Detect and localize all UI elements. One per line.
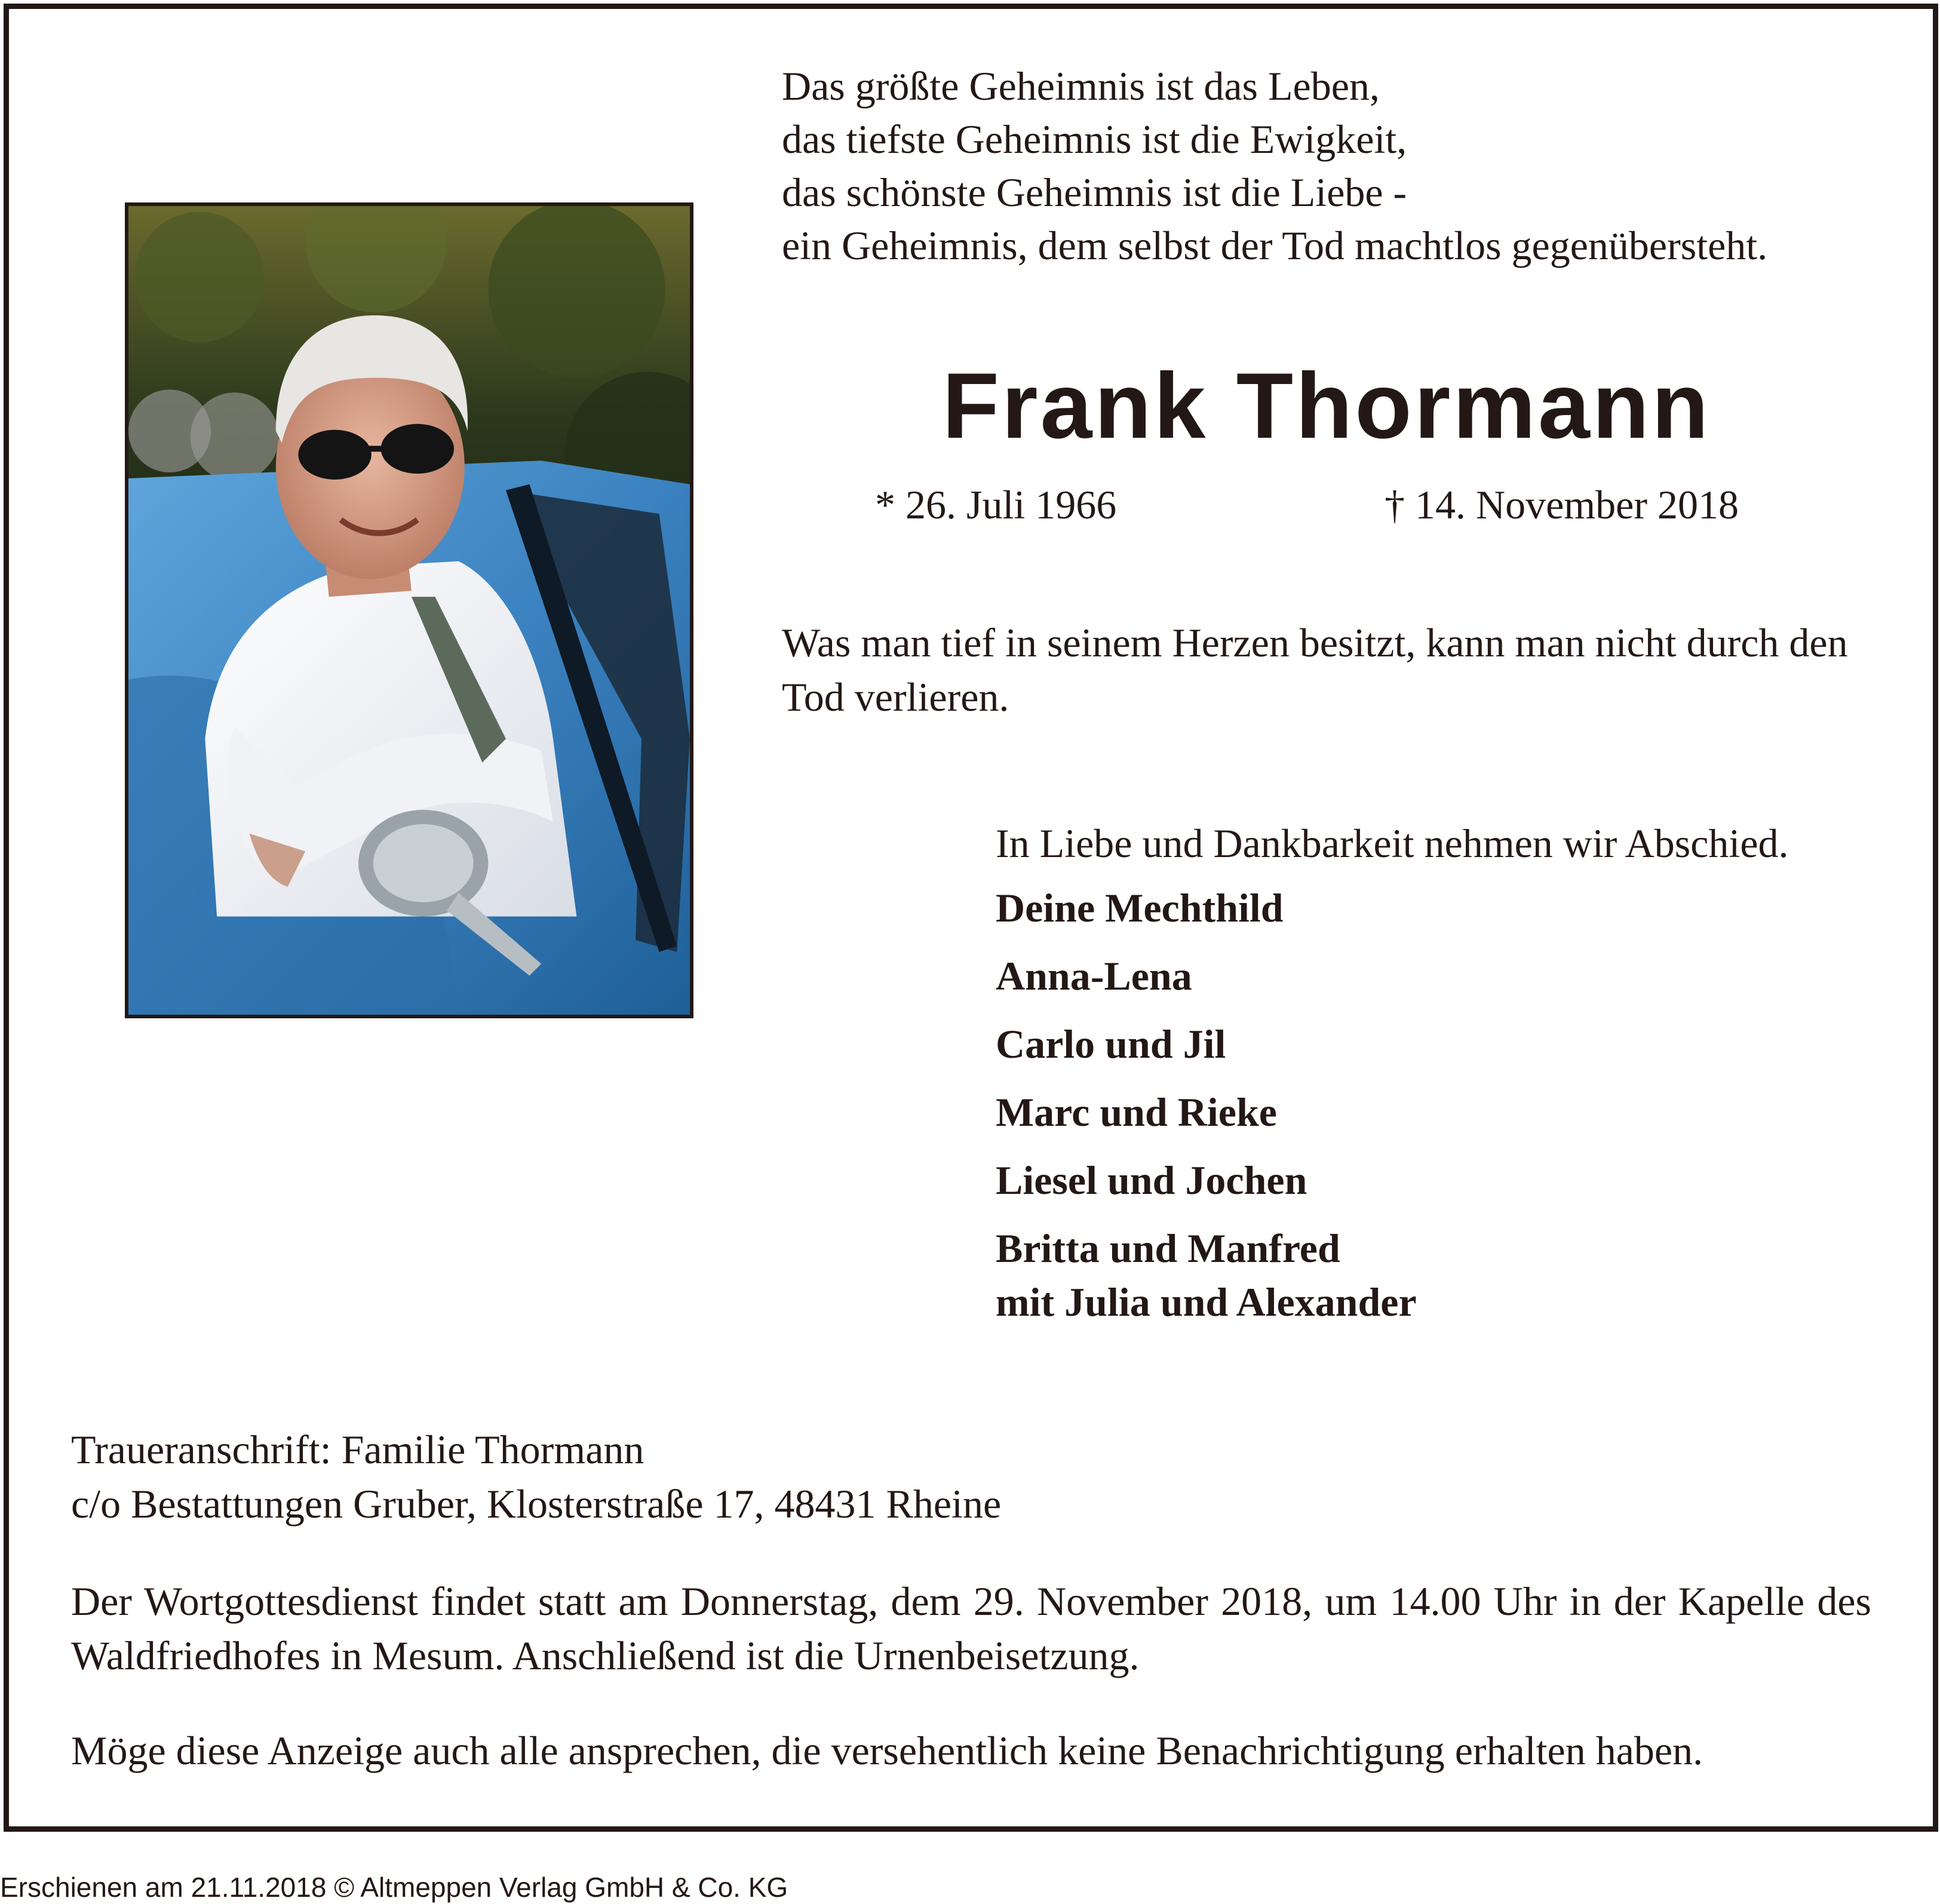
deceased-name: Frank Thormann [942,354,1711,458]
closing-note: Möge diese Anzeige auch alle ansprechen, die versehentlich keine Benachrichtigung erhalten haben. [71,1728,1703,1773]
poem [782,60,1767,272]
birth-date: * 26. Juli 1966 [875,482,1117,527]
service-info: Der Wortgottesdienst findet statt am Donnerstag, dem 29. November 2018, um 14.00 Uhr in der Kapelle des Waldfriedhofes in Mesum. Anschließend ist die Urnenbeisetzung. [71,1579,1871,1678]
poem-line: das schönste Geheimnis ist die Liebe - [782,170,1407,215]
address-line: Traueranschrift: Familie Thormann [71,1427,644,1472]
mourner-name: Deine Mechthild [996,885,1284,930]
mourners-list [996,881,1417,1329]
mourner-name: Carlo und Jil [996,1021,1226,1067]
poem-line: das tiefste Geheimnis ist die Ewigkeit, [782,116,1407,162]
death-date: † 14. November 2018 [1385,482,1739,527]
mourner-name: Anna-Lena [996,953,1192,999]
mourning-address [71,1423,1001,1531]
mourner-name: mit Julia und Alexander [996,1279,1417,1325]
portrait-photo [125,202,693,1018]
address-line: c/o Bestattungen Gruber, Klosterstraße 17, 48431 Rheine [71,1481,1002,1527]
memorial-quote: Was man tief in seinem Herzen besitzt, kann man nicht durch den Tod verlieren. [782,620,1848,720]
mourner-name: Liesel und Jochen [996,1157,1307,1203]
publication-footer: Erschienen am 21.11.2018 © Altmeppen Verlag GmbH & Co. KG [0,1872,788,1903]
mourner-name: Britta und Manfred [996,1226,1340,1271]
poem-line: ein Geheimnis, dem selbst der Tod machtlos gegenübersteht. [782,223,1768,268]
mourner-name: Marc und Rieke [996,1089,1277,1135]
poem-line: Das größte Geheimnis ist das Leben, [782,63,1380,109]
farewell-line: In Liebe und Dankbarkeit nehmen wir Abschied. [996,821,1789,866]
